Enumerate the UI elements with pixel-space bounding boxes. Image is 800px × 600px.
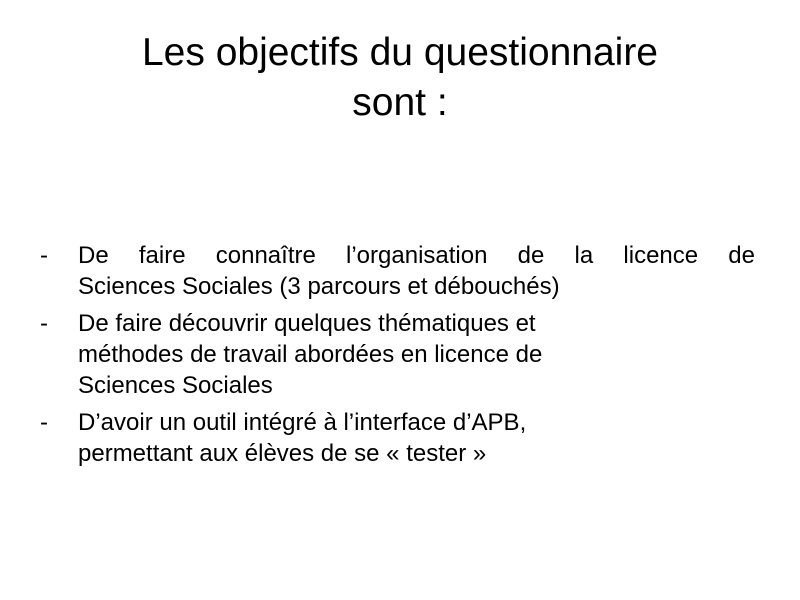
slide-title-line-2: sont :: [352, 81, 448, 124]
bullet-item-3: [40, 407, 755, 469]
bullet-line: Sciences Sociales: [78, 372, 273, 399]
bullet-text: [78, 407, 755, 469]
bullet-line: De faire découvrir quelques thématiques et: [78, 310, 536, 337]
bullet-item-1: [40, 240, 755, 302]
bullet-text: [78, 308, 755, 401]
bullet-text: [78, 240, 755, 302]
bullet-line: méthodes de travail abordées en licence de: [78, 341, 543, 368]
dash-bullet-icon: -: [40, 409, 48, 436]
dash-bullet-icon: -: [40, 310, 48, 337]
slide-title: [60, 28, 740, 128]
bullet-line: De faire connaître l’organisation de la licence de: [78, 242, 755, 269]
bullet-item-2: [40, 308, 755, 401]
bullet-line: D’avoir un outil intégré à l’interface d’APB,: [78, 409, 527, 436]
bullet-list: [40, 240, 755, 475]
bullet-line: permettant aux élèves de se « tester »: [78, 440, 487, 467]
bullet-line: Sciences Sociales (3 parcours et débouchés): [78, 273, 560, 300]
slide-title-line-1: Les objectifs du questionnaire: [141, 31, 658, 74]
dash-bullet-icon: -: [40, 242, 48, 269]
